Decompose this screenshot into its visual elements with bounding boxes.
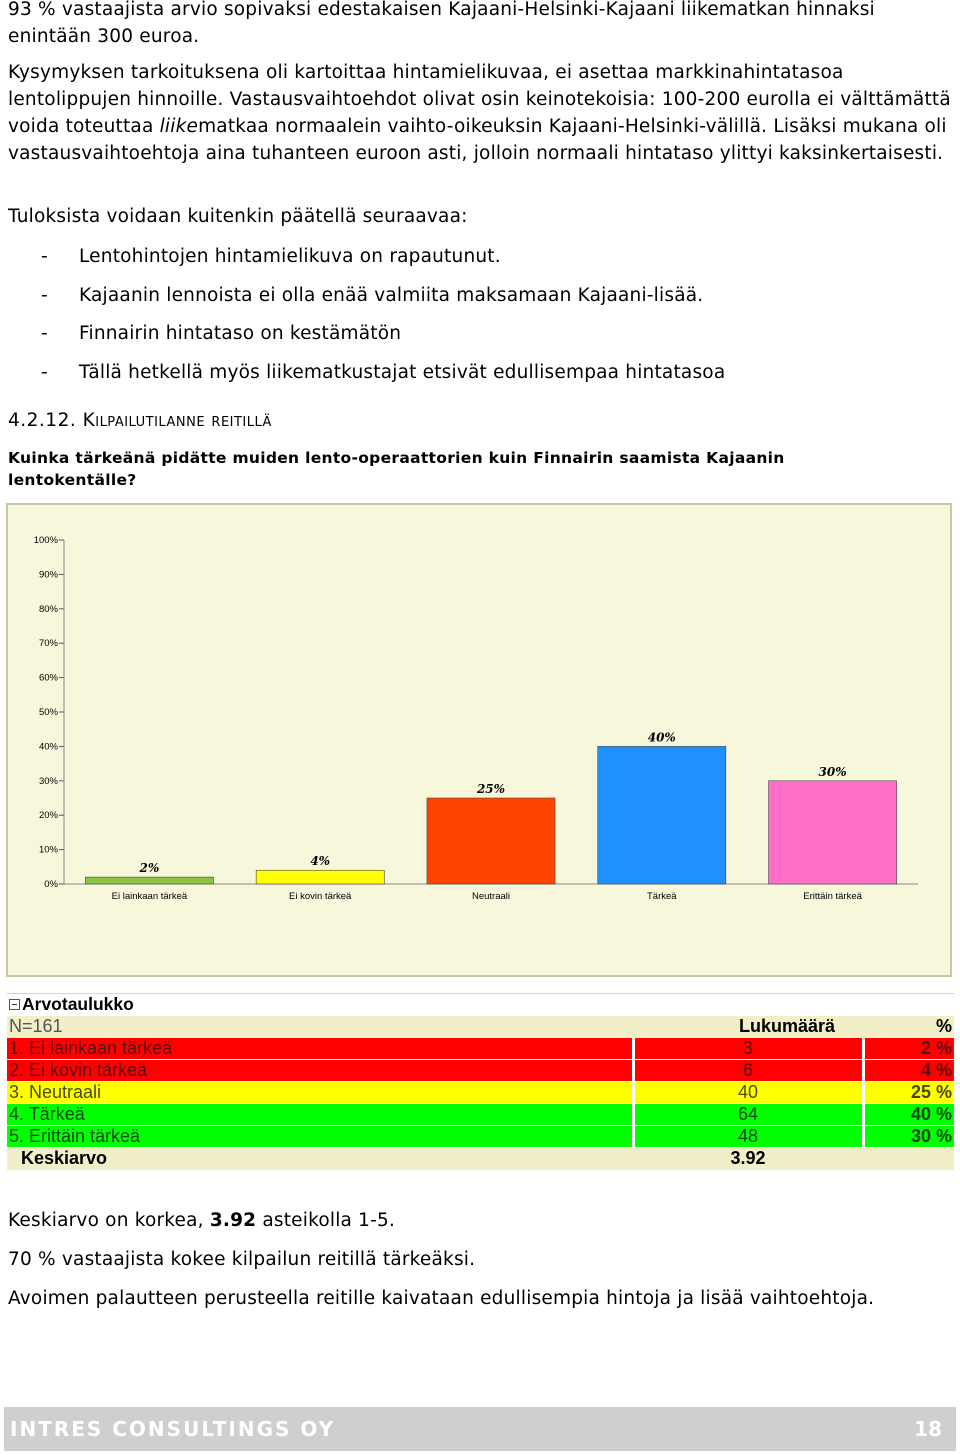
bullet-item: - Lentohintojen hintamielikuva on rapautunut.	[41, 246, 501, 267]
row-percent: 40 %	[863, 1104, 954, 1126]
table-header-row	[7, 1016, 954, 1038]
category-label: Ei kovin tärkeä	[289, 891, 352, 902]
table-row	[7, 1038, 954, 1060]
chart-bar	[85, 877, 213, 884]
value-table	[7, 993, 954, 1170]
bullet-text: Finnairin hintataso on kestämätön	[79, 323, 402, 344]
conclusion-average	[8, 1207, 953, 1234]
bullet-item: - Kajaanin lennoista ei olla enää valmiita maksamaan Kajaani-lisää.	[41, 285, 704, 306]
row-label: 2. Ei kovin tärkeä	[7, 1060, 633, 1082]
row-percent: 30 %	[863, 1126, 954, 1148]
table-row	[7, 1126, 954, 1148]
category-label: Erittäin tärkeä	[803, 891, 862, 902]
paragraph-text: matkaa normaalein vaihto-oikeuksin Kajaani-Helsinki-välillä. Lisäksi mukana oli vastausvaihtoehtoja aina tuhanteen euroon asti, jolloin normaali hintataso ylittyi kaksinkertaisesti.	[8, 116, 947, 164]
collapse-icon[interactable]	[9, 999, 20, 1010]
page-footer	[4, 1407, 956, 1451]
y-tick-label: 70%	[38, 638, 58, 650]
row-label: 5. Erittäin tärkeä	[7, 1126, 633, 1148]
table-row	[7, 1104, 954, 1126]
bullet-item: - Finnairin hintataso on kestämätön	[41, 323, 402, 344]
row-label: 4. Tärkeä	[7, 1104, 633, 1126]
paragraph-question-purpose	[8, 59, 953, 167]
paragraph-text: Kysymyksen tarkoituksena oli kartoittaa hintamielikuvaa, ei asettaa markkinahintatasoa lentolippujen hinnoille. Vastausvaihtoehdot olivat osin keinotekoisia: 100-200 eurolla ei välttämättä voida toteuttaa	[8, 62, 951, 137]
y-tick-label: 90%	[38, 569, 58, 581]
row-count: 48	[633, 1126, 863, 1148]
table-title-row	[7, 994, 954, 1016]
row-count: 6	[633, 1060, 863, 1082]
paragraph-results-intro: Tuloksista voidaan kuitenkin päätellä seuraavaa:	[8, 206, 468, 227]
bullet-text: Kajaanin lennoista ei olla enää valmiita maksamaan Kajaani-lisää.	[79, 285, 704, 306]
table-row	[7, 1082, 954, 1104]
table-row	[7, 1060, 954, 1082]
bullet-text: Lentohintojen hintamielikuva on rapautunut.	[79, 246, 501, 267]
row-label: 3. Neutraali	[7, 1082, 633, 1104]
category-label: Tärkeä	[647, 891, 677, 902]
chart-bar	[256, 870, 384, 884]
conclusion-text: Keskiarvo on korkea,	[8, 1210, 210, 1231]
conclusion-text: asteikolla 1-5.	[256, 1210, 396, 1231]
row-percent: 4 %	[863, 1060, 954, 1082]
y-tick-label: 20%	[38, 810, 58, 822]
category-label: Ei lainkaan tärkeä	[111, 891, 188, 902]
conclusion-importance: 70 % vastaajista kokee kilpailun reitillä tärkeäksi.	[8, 1249, 476, 1270]
y-tick-label: 0%	[44, 879, 58, 890]
average-label: Keskiarvo	[7, 1148, 633, 1170]
y-tick-label: 50%	[38, 707, 58, 718]
y-tick-label: 100%	[33, 535, 58, 546]
page-number: 18	[914, 1417, 942, 1441]
bullet-item: - Tällä hetkellä myös liikematkustajat etsivät edullisempaa hintatasoa	[41, 362, 726, 383]
average-row	[7, 1148, 954, 1170]
row-percent: 25 %	[863, 1082, 954, 1104]
sample-size: N=161	[7, 1016, 633, 1038]
company-name: INTRES CONSULTINGS OY	[10, 1417, 336, 1441]
data-label: 40%	[647, 730, 676, 745]
chart-bar	[427, 798, 555, 884]
y-tick-label: 40%	[38, 741, 58, 753]
bullet-text: Tällä hetkellä myös liikematkustajat etsivät edullisempaa hintatasoa	[79, 362, 726, 383]
table-title: Arvotaulukko	[22, 994, 134, 1015]
chart-bar	[769, 781, 897, 884]
data-label: 4%	[310, 854, 331, 869]
category-label: Neutraali	[471, 891, 511, 902]
row-count: 3	[633, 1038, 863, 1060]
section-heading: 4.2.12. Kilpailutilanne reitillä	[8, 410, 272, 431]
conclusion-bold-value: 3.92	[209, 1210, 257, 1231]
data-label: 2%	[139, 861, 160, 876]
data-label: 25%	[476, 782, 506, 796]
y-tick-label: 30%	[38, 775, 58, 787]
y-tick-label: 10%	[38, 844, 58, 856]
row-percent: 2 %	[863, 1038, 954, 1060]
percent-header: %	[863, 1016, 954, 1038]
y-tick-label: 80%	[38, 603, 58, 615]
chart-bar	[598, 746, 726, 884]
paragraph-italic-text: liike	[159, 116, 199, 137]
conclusion-feedback: Avoimen palautteen perusteella reitille kaivataan edullisempia hintoja ja lisää vaihtoehtoja.	[8, 1288, 875, 1309]
survey-question: Kuinka tärkeänä pidätte muiden lento-operaattorien kuin Finnairin saamista Kajaanin lentokentälle?	[8, 449, 785, 489]
bar-chart	[6, 503, 952, 977]
count-header: Lukumäärä	[633, 1016, 863, 1038]
data-label: 30%	[818, 764, 847, 779]
paragraph-price-acceptance: 93 % vastaajista arvio sopivaksi edestakaisen Kajaani-Helsinki-Kajaani liikematkan hinnaksi enintään 300 euroa.	[8, 0, 875, 47]
row-count: 64	[633, 1104, 863, 1126]
row-label: 1. Ei lainkaan tärkeä	[7, 1038, 633, 1060]
y-tick-label: 60%	[38, 672, 58, 684]
average-value: 3.92	[633, 1148, 863, 1170]
row-count: 40	[633, 1082, 863, 1104]
chart-frame	[7, 504, 951, 976]
